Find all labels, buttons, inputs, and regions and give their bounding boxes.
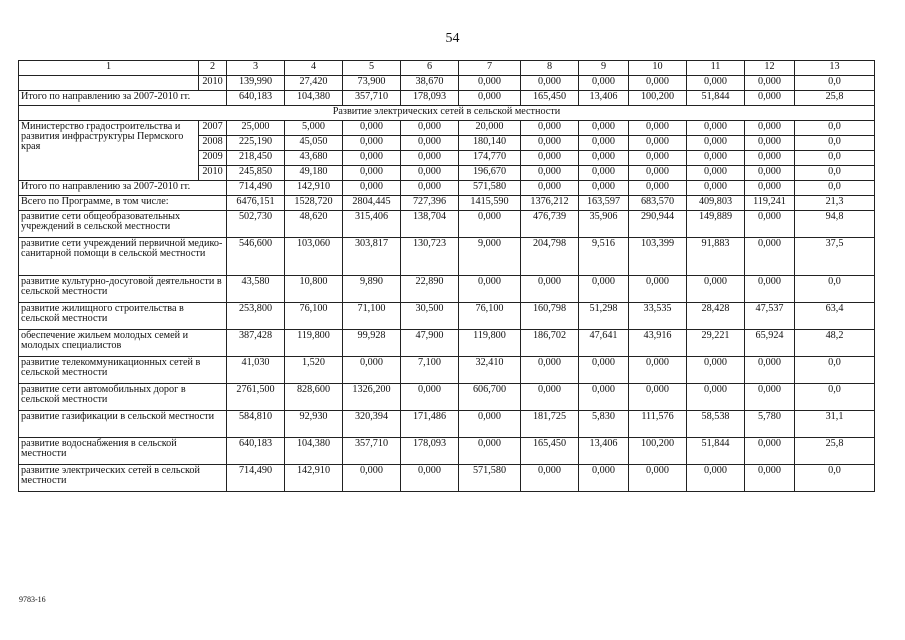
table-cell: 714,490	[227, 181, 285, 196]
table-cell: 10,800	[285, 276, 343, 303]
table-cell: 0,000	[459, 76, 521, 91]
table-cell: 43,680	[285, 151, 343, 166]
table-cell: 94,8	[795, 211, 875, 238]
row-label: развитие жилищного строительства в сельской местности	[19, 303, 227, 330]
table-cell: 0,000	[687, 136, 745, 151]
table-cell: 9,000	[459, 238, 521, 276]
table-cell: 41,030	[227, 357, 285, 384]
column-header: 5	[343, 61, 401, 76]
table-cell: 0,0	[795, 181, 875, 196]
table-cell: 502,730	[227, 211, 285, 238]
table-body	[19, 61, 875, 492]
row-label: Всего по Программе, в том числе:	[19, 196, 227, 211]
table-cell: 0,000	[579, 181, 629, 196]
table-cell: 33,535	[629, 303, 687, 330]
table-cell: 104,380	[285, 91, 343, 106]
page-number: 54	[445, 31, 460, 46]
table-cell: 640,183	[227, 438, 285, 465]
table-cell: 0,000	[745, 238, 795, 276]
table-cell: 171,486	[401, 411, 459, 438]
table-cell: 0,000	[745, 211, 795, 238]
table-cell: 0,000	[579, 76, 629, 91]
table-cell: 0,000	[629, 276, 687, 303]
table-cell: 180,140	[459, 136, 521, 151]
table-cell: 245,850	[227, 166, 285, 181]
table-cell: 186,702	[521, 330, 579, 357]
table-cell: 0,000	[629, 76, 687, 91]
table-cell: 0,000	[459, 276, 521, 303]
row-label: развитие сети автомобильных дорог в сельской местности	[19, 384, 227, 411]
year-cell: 2009	[199, 151, 227, 166]
column-header: 7	[459, 61, 521, 76]
table-cell: 0,000	[745, 357, 795, 384]
table-cell: 0,000	[687, 166, 745, 181]
year-cell: 2007	[199, 121, 227, 136]
table-cell: 1528,720	[285, 196, 343, 211]
table-cell: 100,200	[629, 91, 687, 106]
table-cell: 0,000	[629, 357, 687, 384]
table-cell: 1376,212	[521, 196, 579, 211]
table-cell: 119,800	[285, 330, 343, 357]
table-cell: 218,450	[227, 151, 285, 166]
row-label: развитие электрических сетей в сельской местности	[19, 465, 227, 492]
table-cell: 1326,200	[343, 384, 401, 411]
table-cell: 73,900	[343, 76, 401, 91]
table-cell: 103,060	[285, 238, 343, 276]
table-cell: 48,620	[285, 211, 343, 238]
table-cell: 0,000	[343, 465, 401, 492]
table-cell: 0,0	[795, 121, 875, 136]
table-cell: 0,000	[401, 384, 459, 411]
table-cell: 0,000	[579, 166, 629, 181]
column-header: 11	[687, 61, 745, 76]
ministry-label: Министерство градостроительства и развития инфраструктуры Пермского края	[19, 121, 199, 181]
table-cell: 2761,500	[227, 384, 285, 411]
table-cell: 0,000	[687, 465, 745, 492]
table-cell: 0,000	[687, 181, 745, 196]
row-label: развитие культурно-досуговой деятельности в сельской местности	[19, 276, 227, 303]
column-header: 10	[629, 61, 687, 76]
table-cell: 290,944	[629, 211, 687, 238]
table-cell: 30,500	[401, 303, 459, 330]
row-label: обеспечение жильем молодых семей и молодых специалистов	[19, 330, 227, 357]
table-cell: 20,000	[459, 121, 521, 136]
table-row	[19, 357, 875, 384]
year-cell: 2008	[199, 136, 227, 151]
table-cell: 0,0	[795, 276, 875, 303]
table-cell: 0,000	[629, 465, 687, 492]
column-number-row	[19, 61, 875, 76]
table-cell: 0,000	[687, 121, 745, 136]
table-cell: 28,428	[687, 303, 745, 330]
table-cell: 0,000	[459, 211, 521, 238]
table-cell: 0,000	[745, 151, 795, 166]
table-cell: 48,2	[795, 330, 875, 357]
table-cell: 174,770	[459, 151, 521, 166]
column-header: 1	[19, 61, 199, 76]
table-cell: 47,900	[401, 330, 459, 357]
table-cell: 13,406	[579, 438, 629, 465]
table-cell: 43,580	[227, 276, 285, 303]
year-cell: 2010	[199, 76, 227, 91]
table-cell: 13,406	[579, 91, 629, 106]
table-cell: 0,000	[745, 91, 795, 106]
table-cell: 27,420	[285, 76, 343, 91]
table-cell: 0,0	[795, 384, 875, 411]
table-cell: 9,516	[579, 238, 629, 276]
table-cell: 0,000	[579, 384, 629, 411]
table-cell: 0,0	[795, 465, 875, 492]
column-header: 4	[285, 61, 343, 76]
table-cell: 714,490	[227, 465, 285, 492]
table-cell: 0,0	[795, 151, 875, 166]
table-cell: 320,394	[343, 411, 401, 438]
empty-cell	[19, 76, 199, 91]
table-cell: 0,000	[579, 121, 629, 136]
table-cell: 63,4	[795, 303, 875, 330]
table-cell: 25,000	[227, 121, 285, 136]
table-cell: 357,710	[343, 438, 401, 465]
table-cell: 0,000	[579, 276, 629, 303]
table-cell: 0,000	[745, 121, 795, 136]
table-cell: 2804,445	[343, 196, 401, 211]
table-cell: 0,000	[629, 384, 687, 411]
table-cell: 0,000	[521, 357, 579, 384]
table-row	[19, 76, 875, 91]
table-cell: 409,803	[687, 196, 745, 211]
table-cell: 31,1	[795, 411, 875, 438]
table-cell: 100,200	[629, 438, 687, 465]
table-cell: 119,800	[459, 330, 521, 357]
row-label: Итого по направлению за 2007-2010 гг.	[19, 91, 227, 106]
table-cell: 0,000	[579, 151, 629, 166]
table-cell: 476,739	[521, 211, 579, 238]
table-cell: 37,5	[795, 238, 875, 276]
table-cell: 0,0	[795, 357, 875, 384]
table-cell: 387,428	[227, 330, 285, 357]
table-row	[19, 238, 875, 276]
table-cell: 0,000	[521, 151, 579, 166]
table-cell: 0,000	[459, 411, 521, 438]
table-cell: 0,000	[745, 166, 795, 181]
table-cell: 1415,590	[459, 196, 521, 211]
table-cell: 51,298	[579, 303, 629, 330]
table-cell: 225,190	[227, 136, 285, 151]
table-cell: 0,000	[579, 465, 629, 492]
table-cell: 21,3	[795, 196, 875, 211]
table-cell: 181,725	[521, 411, 579, 438]
table-cell: 51,844	[687, 438, 745, 465]
column-header: 2	[199, 61, 227, 76]
table-row	[19, 211, 875, 238]
table-cell: 58,538	[687, 411, 745, 438]
table-cell: 0,0	[795, 136, 875, 151]
table-cell: 165,450	[521, 438, 579, 465]
table-cell: 0,000	[521, 465, 579, 492]
table-cell: 0,000	[343, 181, 401, 196]
table-cell: 0,000	[343, 357, 401, 384]
table-cell: 0,000	[401, 136, 459, 151]
table-cell: 65,924	[745, 330, 795, 357]
table-cell: 0,000	[629, 181, 687, 196]
table-cell: 0,000	[687, 357, 745, 384]
table-cell: 0,000	[401, 151, 459, 166]
table-cell: 0,000	[521, 276, 579, 303]
table-row-total	[19, 91, 875, 106]
table-cell: 0,000	[629, 166, 687, 181]
table-cell: 0,000	[745, 136, 795, 151]
table-cell: 9,890	[343, 276, 401, 303]
table-cell: 0,000	[343, 151, 401, 166]
table-cell: 0,000	[401, 121, 459, 136]
table-cell: 303,817	[343, 238, 401, 276]
column-header: 8	[521, 61, 579, 76]
table-cell: 92,930	[285, 411, 343, 438]
table-cell: 357,710	[343, 91, 401, 106]
section-row	[19, 106, 875, 121]
table-cell: 0,000	[459, 438, 521, 465]
table-cell: 0,000	[521, 181, 579, 196]
table-cell: 0,000	[629, 136, 687, 151]
row-label: развитие сети общеобразовательных учреждений в сельской местности	[19, 211, 227, 238]
table-cell: 0,000	[521, 76, 579, 91]
table-cell: 25,8	[795, 91, 875, 106]
row-label: развитие газификации в сельской местности	[19, 411, 227, 438]
section-title: Развитие электрических сетей в сельской местности	[19, 106, 875, 121]
table-cell: 0,000	[521, 384, 579, 411]
column-header: 13	[795, 61, 875, 76]
table-cell: 49,180	[285, 166, 343, 181]
table-cell: 727,396	[401, 196, 459, 211]
table-cell: 0,000	[687, 76, 745, 91]
table-cell: 0,000	[629, 121, 687, 136]
table-cell: 0,000	[343, 136, 401, 151]
table-cell: 51,844	[687, 91, 745, 106]
table-cell: 165,450	[521, 91, 579, 106]
table-cell: 43,916	[629, 330, 687, 357]
table-cell: 7,100	[401, 357, 459, 384]
table-cell: 0,0	[795, 76, 875, 91]
table-cell: 606,700	[459, 384, 521, 411]
table-row	[19, 465, 875, 492]
table-cell: 47,641	[579, 330, 629, 357]
table-cell: 0,000	[629, 151, 687, 166]
table-cell: 0,000	[745, 384, 795, 411]
table-cell: 5,780	[745, 411, 795, 438]
table-cell: 35,906	[579, 211, 629, 238]
table-cell: 99,928	[343, 330, 401, 357]
table-cell: 683,570	[629, 196, 687, 211]
table-cell: 22,890	[401, 276, 459, 303]
table-cell: 0,000	[521, 121, 579, 136]
table-cell: 253,800	[227, 303, 285, 330]
table-row	[19, 330, 875, 357]
table-cell: 103,399	[629, 238, 687, 276]
table-cell: 0,000	[687, 276, 745, 303]
table-cell: 828,600	[285, 384, 343, 411]
table-cell: 315,406	[343, 211, 401, 238]
table-cell: 119,241	[745, 196, 795, 211]
table-cell: 38,670	[401, 76, 459, 91]
table-cell: 142,910	[285, 465, 343, 492]
table-cell: 0,000	[745, 76, 795, 91]
table-cell: 571,580	[459, 181, 521, 196]
year-cell: 2010	[199, 166, 227, 181]
table-cell: 0,000	[459, 91, 521, 106]
table-cell: 0,000	[687, 384, 745, 411]
table-row-total	[19, 196, 875, 211]
table-cell: 0,000	[521, 166, 579, 181]
table-cell: 130,723	[401, 238, 459, 276]
table-cell: 0,000	[401, 465, 459, 492]
table-cell: 640,183	[227, 91, 285, 106]
table-cell: 76,100	[459, 303, 521, 330]
table-cell: 571,580	[459, 465, 521, 492]
table-cell: 71,100	[343, 303, 401, 330]
table-cell: 47,537	[745, 303, 795, 330]
row-label: Итого по направлению за 2007-2010 гг.	[19, 181, 227, 196]
table-cell: 6476,151	[227, 196, 285, 211]
table-cell: 1,520	[285, 357, 343, 384]
table-row	[19, 276, 875, 303]
table-cell: 91,883	[687, 238, 745, 276]
table-cell: 76,100	[285, 303, 343, 330]
table-cell: 0,000	[687, 151, 745, 166]
table-row	[19, 303, 875, 330]
table-cell: 0,000	[579, 357, 629, 384]
table-cell: 584,810	[227, 411, 285, 438]
document-code: 9783-16	[19, 595, 46, 604]
table-cell: 546,600	[227, 238, 285, 276]
table-cell: 0,000	[745, 181, 795, 196]
table-cell: 104,380	[285, 438, 343, 465]
table-cell: 0,0	[795, 166, 875, 181]
column-header: 6	[401, 61, 459, 76]
table-cell: 0,000	[521, 136, 579, 151]
table-cell: 204,798	[521, 238, 579, 276]
column-header: 12	[745, 61, 795, 76]
table-row-total	[19, 181, 875, 196]
column-header: 3	[227, 61, 285, 76]
table-cell: 29,221	[687, 330, 745, 357]
table-cell: 138,704	[401, 211, 459, 238]
budget-table	[18, 60, 875, 492]
row-label: развитие телекоммуникационных сетей в сельской местности	[19, 357, 227, 384]
table-cell: 45,050	[285, 136, 343, 151]
table-cell: 178,093	[401, 438, 459, 465]
table-cell: 0,000	[343, 121, 401, 136]
table-cell: 163,597	[579, 196, 629, 211]
table-cell: 0,000	[343, 166, 401, 181]
table-cell: 160,798	[521, 303, 579, 330]
table-cell: 142,910	[285, 181, 343, 196]
row-label: развитие водоснабжения в сельской местности	[19, 438, 227, 465]
table-cell: 5,830	[579, 411, 629, 438]
table-cell: 32,410	[459, 357, 521, 384]
table-cell: 0,000	[401, 166, 459, 181]
column-header: 9	[579, 61, 629, 76]
table-cell: 149,889	[687, 211, 745, 238]
table-cell: 196,670	[459, 166, 521, 181]
table-row	[19, 438, 875, 465]
table-cell: 178,093	[401, 91, 459, 106]
table-cell: 0,000	[401, 181, 459, 196]
table-cell: 25,8	[795, 438, 875, 465]
table-cell: 111,576	[629, 411, 687, 438]
table-cell: 0,000	[745, 438, 795, 465]
table-row	[19, 384, 875, 411]
row-label: развитие сети учреждений первичной медико-санитарной помощи в сельской местности	[19, 238, 227, 276]
table-cell: 0,000	[745, 465, 795, 492]
table-row	[19, 121, 875, 136]
table-row	[19, 411, 875, 438]
table-cell: 0,000	[745, 276, 795, 303]
table-cell: 139,990	[227, 76, 285, 91]
table-cell: 0,000	[579, 136, 629, 151]
table-cell: 5,000	[285, 121, 343, 136]
